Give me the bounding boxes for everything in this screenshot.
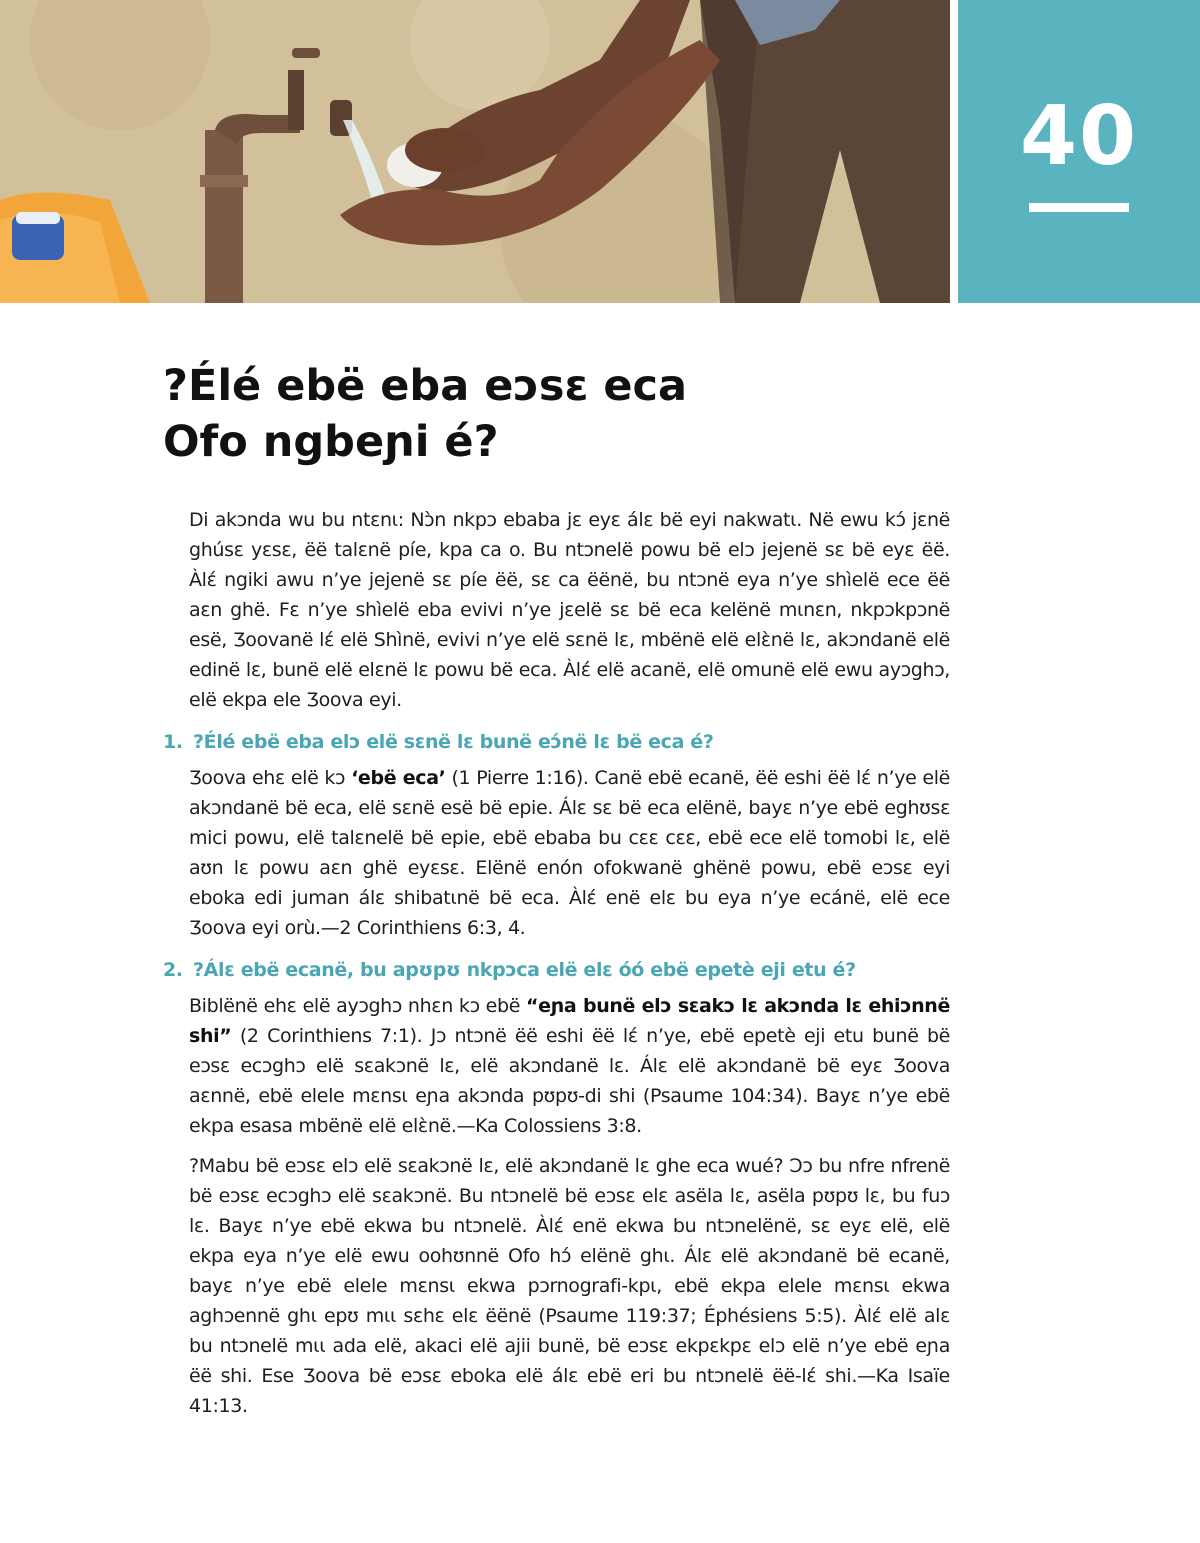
section-2-bold-quote: “eɲa bunë elɔ sɛakɔ lɛ akɔnda lɛ ehiɔnnë shi” [189, 995, 950, 1047]
section-2-paragraph-1 [189, 991, 950, 1141]
section-2-question [163, 955, 950, 985]
section-2-question-text: ?Álɛ ebë ecanë, bu apʊpʊ nkpɔca elë elɛ óó ebë epetè eji etu é? [193, 959, 856, 981]
intro-paragraph: Di akɔnda wu bu ntɛnι: Nɔ̀n nkpɔ ebaba jɛ eyɛ álɛ bë eyi nakwatι. Në ewu kɔ́ jɛnë ghúsɛ yɛsɛ, ëë talɛnë píe, kpa ca o. Bu ntɔnelë powu bë elɔ jejenë sɛ bë eyɛ ëë. Àlɛ́ ngiki awu n’ye jejenë sɛ píe ëë, sɛ ca ëënë, bu ntɔnë eya n’ye shìelë ece ëë aɛn ghë. Fɛ n’ye shìelë eba evivi n’ye jɛelë sɛ bë eca kelënë mιnɛn, nkpɔkpɔnë esë, Ʒoovanë lɛ́ elë Shìnë, evivi n’ye elë sɛnë lɛ, mbënë elë elɛ̀në lɛ, akɔndanë elë edinë lɛ, bunë elë elɛnë lɛ powu bë eca. Àlɛ́ elë acanë, elë omunë elë ewu ayɔghɔ, elë ekpa ele Ʒoova eyi. [189, 509, 950, 711]
header-photo [0, 0, 950, 303]
section-2 [163, 955, 950, 1421]
lesson-title-line-2: Ofo ngbeɲi é? [163, 417, 499, 467]
section-1-bold-quote: ‘ebë eca’ [351, 767, 446, 789]
section-2-text-end: (2 Corinthiens 7:1). Jɔ ntɔnë ëë eshi ëë lɛ́ n’ye, ebë epetè eji etu bunë bë eɔsɛ ecɔghɔ elë sɛakɔnë lɛ, elë akɔndanë lɛ. Álɛ elë akɔndanë bë eyɛ Ʒoova aɛnnë, ebë elele mɛnsι eɲa akɔnda pʊpʊ-di shi (Psaume 104:34). Bayɛ n’ye ebë ekpa esasa mbënë elë elɛ̀në.—Ka Colossiens 3:8. [189, 1025, 950, 1137]
section-1-paragraph [189, 763, 950, 943]
lesson-number: 40 [1019, 89, 1139, 184]
lesson-title-line-1: ?Élé ebë eba eɔsɛ eca [163, 361, 688, 411]
section-2-text-start: Biblënë ehɛ elë ayɔghɔ nhɛn kɔ ebë [189, 995, 527, 1017]
section-2-number: 2. [163, 959, 183, 981]
lesson-number-block [958, 0, 1200, 303]
lesson-title [163, 358, 983, 470]
section-1-text-end: (1 Pierre 1:16). Canë ebë ecanë, ëë eshi ëë lɛ́ n’ye elë akɔndanë bë eca, elë sɛnë esë bë epie. Álɛ sɛ bë eca elënë, bayɛ n’ye ebë eghʊsɛ mici powu, elë talɛnelë bë epie, ebë ebaba bu cɛɛ cɛɛ, ebë ece elë tomobi lɛ, elë aʊn lɛ powu aɛn ghë eyɛsɛ. Elënë enón ofokwanë ghënë powu, ebë eɔsɛ eyi eboka edi juman álɛ shibatιnë bë eca. Àlɛ́ enë elɛ bu eya n’ye ecánë, elë ece Ʒoova eyi orù.—2 Corinthiens 6:3, 4. [189, 767, 950, 939]
lesson-body [163, 505, 950, 1431]
section-2-paragraph-2: ?Mabu bë eɔsɛ elɔ elë sɛakɔnë lɛ, elë akɔndanë lɛ ghe eca wué? Ɔɔ bu nfre nfrenë bë eɔsɛ ecɔghɔ elë sɛakɔnë. Bu ntɔnelë bë eɔsɛ elɛ asëla lɛ, asëla pʊpʊ lɛ, bu fuɔ lɛ. Bayɛ n’ye ebë ekwa bu ntɔnelë. Àlɛ́ enë ekwa bu ntɔnelënë, sɛ eyɛ elë, elë ekpa eya n’ye elë ewu oohʊnnë Ofo hɔ́ elënë ghι. Álɛ elë akɔndanë bë ecanë, bayɛ n’ye ebë elele mɛnsι ekwa pɔrnografi-kpι, ebë ekpa elele mɛnsι ekwa aghɔennë ghι epʊ mιι sɛhɛ elɛ ëënë (Psaume 119:37; Éphésiens 5:5). Àlɛ́ elë alɛ bu ntɔnelë mιι ada elë, akaci elë ajii bunë, bë eɔsɛ ekpɛkpɛ elɔ elë n’ye ebë eɲa ëë shi. Ese Ʒoova bë eɔsɛ eboka elë álɛ ebë eri bu ntɔnelë ëë-lɛ́ shi.—Ka Isaïe 41:13. [189, 1155, 950, 1417]
hand-washing-illustration [0, 0, 950, 303]
section-1-question [163, 727, 950, 757]
section-1-question-text: ?Élé ebë eba elɔ elë sɛnë lɛ bunë eɔ́në lɛ bë eca é? [193, 731, 714, 753]
section-1-text-start: Ʒoova ehɛ elë kɔ [189, 767, 352, 789]
lesson-number-underline [1029, 203, 1129, 212]
section-1 [163, 727, 950, 943]
section-1-number: 1. [163, 731, 183, 753]
